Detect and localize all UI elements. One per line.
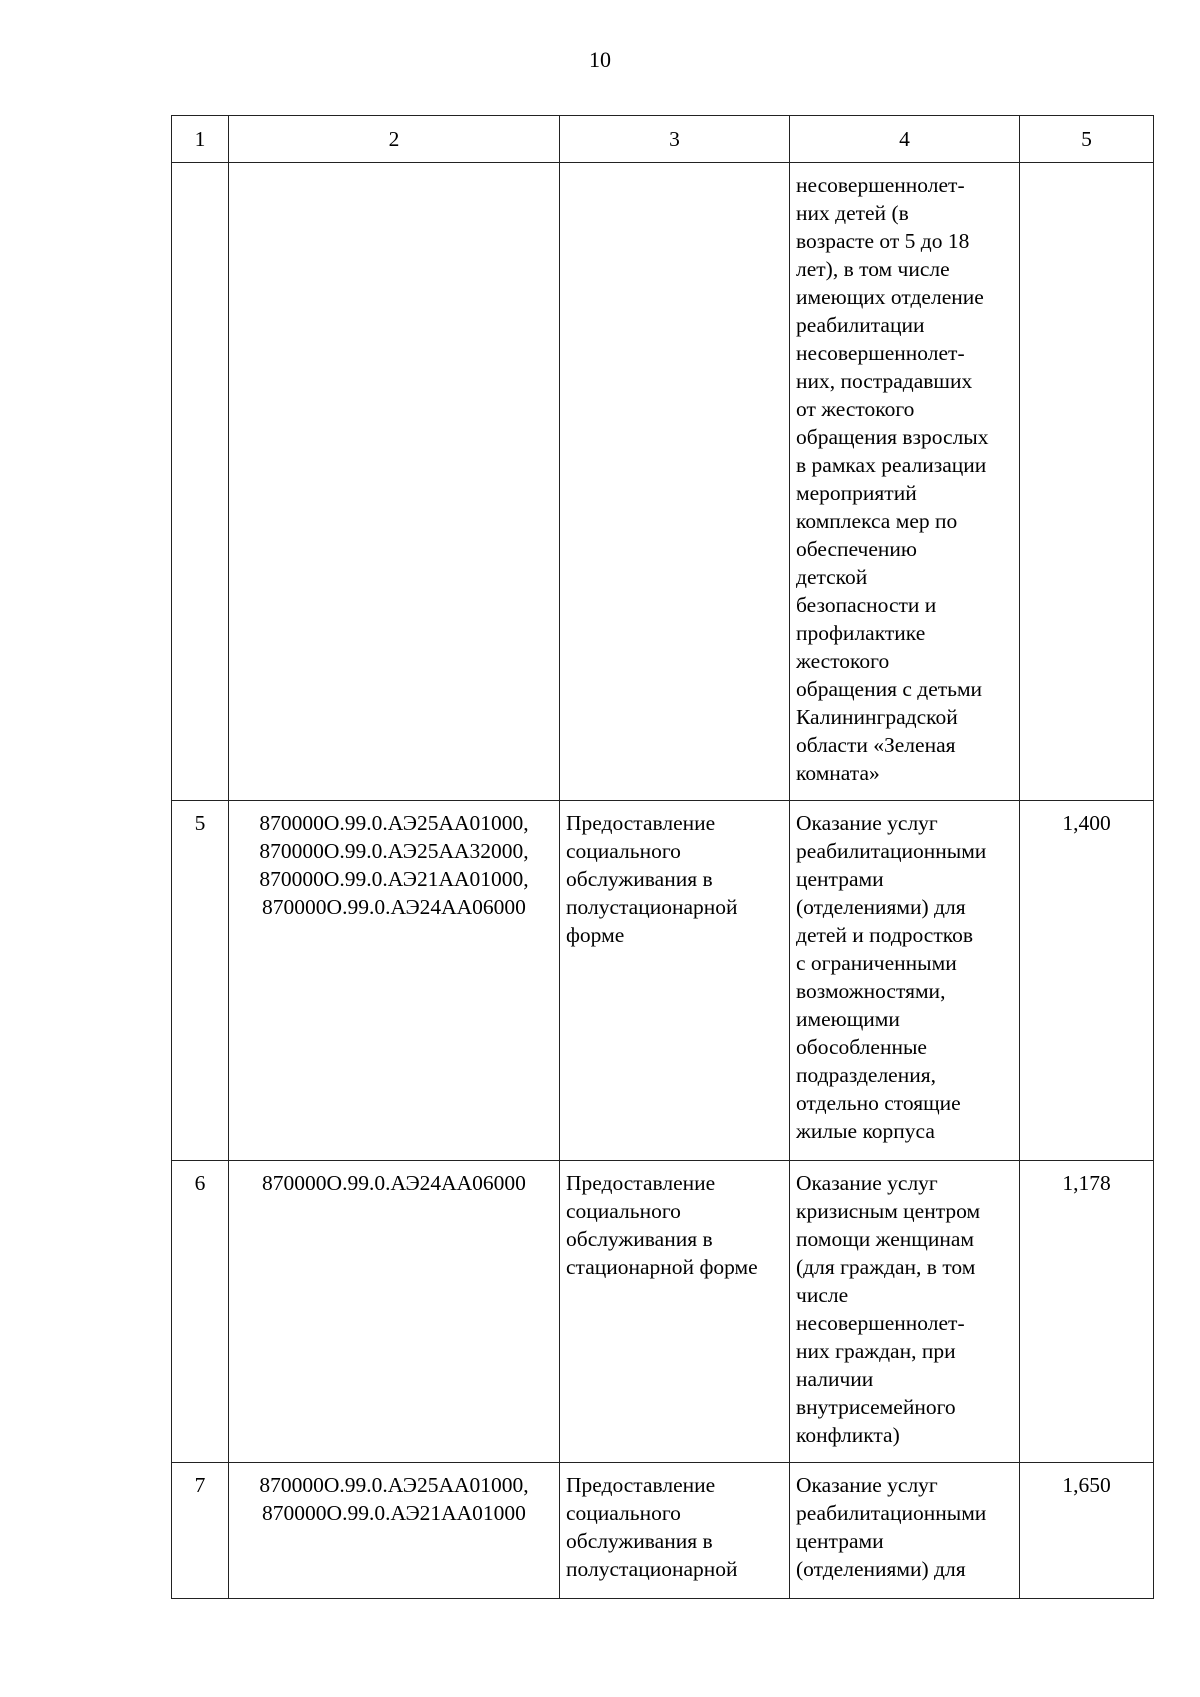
- form-line: Предоставление: [566, 1171, 716, 1195]
- service-code: 870000О.99.0.АЭ25АА01000,: [259, 811, 529, 835]
- service-line: них граждан, при: [796, 1339, 956, 1363]
- form-line: обслуживания в: [566, 1227, 713, 1251]
- table-row-continuation: [172, 163, 1154, 801]
- service-line: возможностями,: [796, 979, 946, 1003]
- form-line: обслуживания в: [566, 867, 713, 891]
- service-line: имеющих отделение: [796, 285, 984, 309]
- service-line: безопасности и: [796, 593, 937, 617]
- column-number-2: 2: [229, 116, 560, 163]
- row-number-cell: 5: [172, 801, 229, 1161]
- service-line: от жестокого: [796, 397, 915, 421]
- service-line: в рамках реализации: [796, 453, 987, 477]
- service-line: области «Зеленая: [796, 733, 956, 757]
- service-line: жилые корпуса: [796, 1119, 935, 1143]
- service-form-cell: [560, 1161, 790, 1463]
- service-codes-cell: [229, 1463, 560, 1599]
- form-line: Предоставление: [566, 811, 716, 835]
- form-line: стационарной форме: [566, 1255, 758, 1279]
- column-number-row: [172, 116, 1154, 163]
- table-row-5: [172, 801, 1154, 1161]
- service-line: несовершеннолет-: [796, 1311, 965, 1335]
- service-line: них детей (в: [796, 201, 909, 225]
- value-cell: 1,650: [1020, 1463, 1154, 1599]
- column-number-5: 5: [1020, 116, 1154, 163]
- table-row-6: [172, 1161, 1154, 1463]
- service-line: возрасте от 5 до 18: [796, 229, 970, 253]
- service-line: комплекса мер по: [796, 509, 958, 533]
- service-line: Оказание услуг: [796, 1171, 938, 1195]
- service-line: числе: [796, 1283, 849, 1307]
- service-line: детской: [796, 565, 868, 589]
- service-line: помощи женщинам: [796, 1227, 974, 1251]
- service-code: 870000О.99.0.АЭ24АА06000: [262, 895, 526, 919]
- service-line: внутрисемейного: [796, 1395, 956, 1419]
- service-line: центрами: [796, 867, 884, 891]
- service-line: обращения взрослых: [796, 425, 989, 449]
- service-code: 870000О.99.0.АЭ25АА32000,: [259, 839, 529, 863]
- form-line: полустационарной: [566, 895, 738, 919]
- service-line: обеспечению: [796, 537, 917, 561]
- service-line: Оказание услуг: [796, 811, 938, 835]
- service-line: (отделениями) для: [796, 1557, 966, 1581]
- value-cell: 1,178: [1020, 1161, 1154, 1463]
- service-form-cell: [560, 1463, 790, 1599]
- service-line: детей и подростков: [796, 923, 973, 947]
- service-line: мероприятий: [796, 481, 917, 505]
- service-line: комната»: [796, 761, 880, 785]
- form-line: Предоставление: [566, 1473, 716, 1497]
- service-code: 870000О.99.0.АЭ25АА01000,: [259, 1473, 529, 1497]
- service-line: обращения с детьми: [796, 677, 983, 701]
- service-line: центрами: [796, 1529, 884, 1553]
- service-codes-cell: [229, 1161, 560, 1463]
- service-line: несовершеннолет-: [796, 341, 965, 365]
- service-description-cell: [790, 163, 1020, 801]
- form-line: форме: [566, 923, 625, 947]
- page-number: 10: [589, 47, 611, 72]
- service-form-cell: [560, 163, 790, 801]
- service-code: 870000О.99.0.АЭ21АА01000,: [259, 867, 529, 891]
- service-line: лет), в том числе: [796, 257, 950, 281]
- value-cell: 1,400: [1020, 801, 1154, 1161]
- service-codes-cell: [229, 163, 560, 801]
- service-line: Калининградской: [796, 705, 958, 729]
- form-line: социального: [566, 1199, 681, 1223]
- form-line: социального: [566, 1501, 681, 1525]
- service-line: Оказание услуг: [796, 1473, 938, 1497]
- service-codes-cell: [229, 801, 560, 1161]
- form-line: полустационарной: [566, 1557, 738, 1581]
- service-line: наличии: [796, 1367, 874, 1391]
- service-line: реабилитационными: [796, 839, 987, 863]
- value-cell: [1020, 163, 1154, 801]
- column-number-4: 4: [790, 116, 1020, 163]
- service-line: имеющими: [796, 1007, 900, 1031]
- service-line: жестокого: [796, 649, 890, 673]
- service-line: (для граждан, в том: [796, 1255, 976, 1279]
- service-description-cell: [790, 1161, 1020, 1463]
- row-number-cell: 7: [172, 1463, 229, 1599]
- service-code: 870000О.99.0.АЭ21АА01000: [262, 1501, 526, 1525]
- column-number-3: 3: [560, 116, 790, 163]
- service-line: конфликта): [796, 1423, 900, 1447]
- table-row-7: [172, 1463, 1154, 1599]
- column-number-1: 1: [172, 116, 229, 163]
- service-line: отдельно стоящие: [796, 1091, 961, 1115]
- service-line: (отделениями) для: [796, 895, 966, 919]
- service-line: обособленные: [796, 1035, 927, 1059]
- service-line: реабилитации: [796, 313, 925, 337]
- service-description-cell: [790, 801, 1020, 1161]
- row-number-cell: 6: [172, 1161, 229, 1463]
- service-line: профилактике: [796, 621, 926, 645]
- service-line: с ограниченными: [796, 951, 957, 975]
- service-line: несовершеннолет-: [796, 173, 965, 197]
- service-code: 870000О.99.0.АЭ24АА06000: [262, 1171, 526, 1195]
- service-line: подразделения,: [796, 1063, 937, 1087]
- service-line: реабилитационными: [796, 1501, 987, 1525]
- service-form-cell: [560, 801, 790, 1161]
- row-number-cell: [172, 163, 229, 801]
- form-line: обслуживания в: [566, 1529, 713, 1553]
- services-table: [171, 115, 1154, 1599]
- service-description-cell: [790, 1463, 1020, 1599]
- form-line: социального: [566, 839, 681, 863]
- service-line: них, пострадавших: [796, 369, 973, 393]
- service-line: кризисным центром: [796, 1199, 981, 1223]
